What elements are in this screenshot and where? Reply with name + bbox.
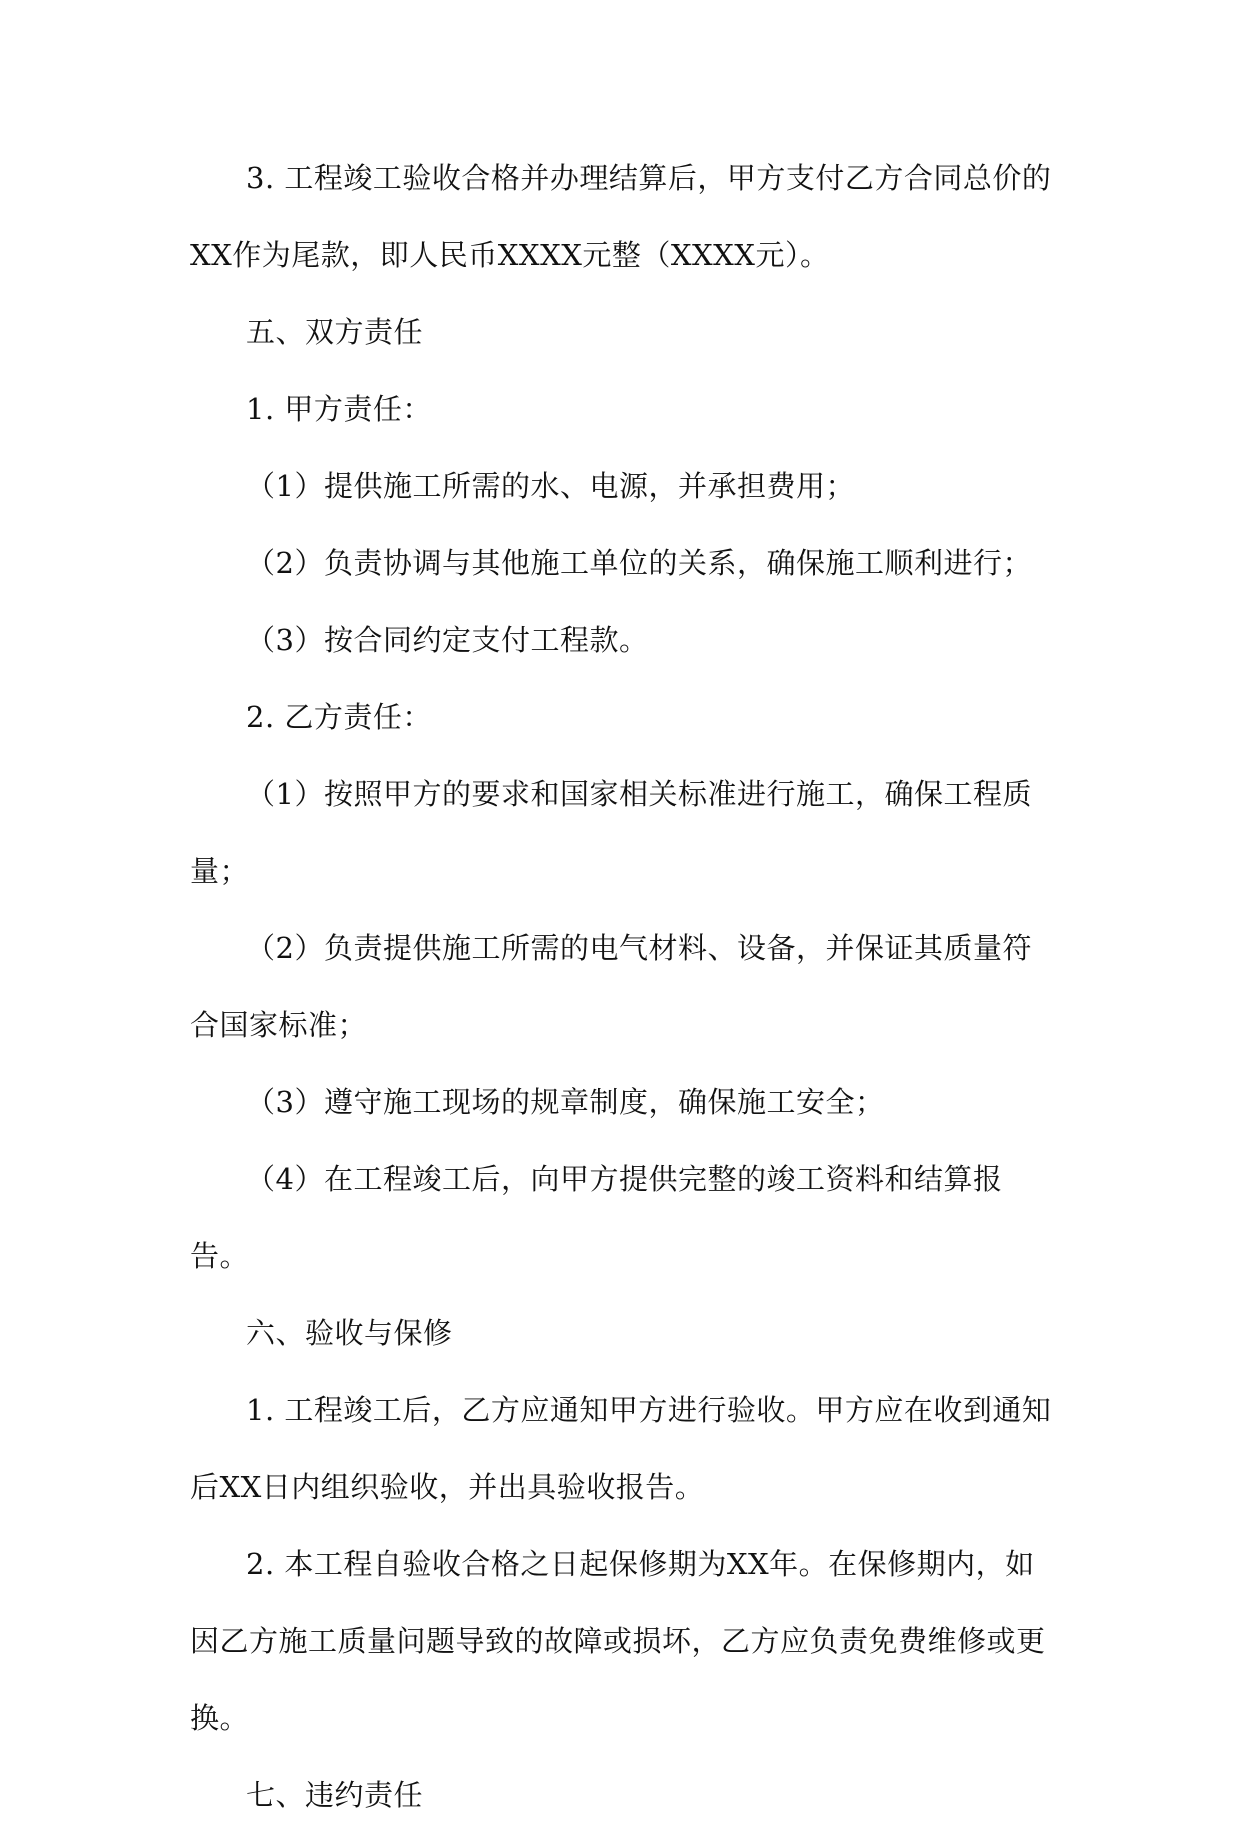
- clause-5-2-heading: 2. 乙方责任：: [246, 700, 432, 734]
- clause-5-1-heading: 1. 甲方责任：: [246, 392, 432, 426]
- clause-6-1: 1. 工程竣工后，乙方应通知甲方进行验收。甲方应在收到通知后XX日内组织验收，并出具验收报告。: [190, 1393, 1052, 1504]
- clause-5-2-item-4: （4）在工程竣工后，向甲方提供完整的竣工资料和结算报告。: [190, 1162, 1003, 1273]
- clause-6-2: 2. 本工程自验收合格之日起保修期为XX年。在保修期内，如因乙方施工质量问题导致的故障或损坏，乙方应负责免费维修或更换。: [190, 1547, 1046, 1735]
- clause-5-2-item-1: （1）按照甲方的要求和国家相关标准进行施工，确保工程质量；: [190, 777, 1032, 888]
- section-7-heading: 七、违约责任: [246, 1778, 424, 1812]
- clause-5-1-item-2: （2）负责协调与其他施工单位的关系，确保施工顺利进行；: [246, 546, 1032, 580]
- clause-5-2-item-2: （2）负责提供施工所需的电气材料、设备，并保证其质量符合国家标准；: [190, 931, 1032, 1042]
- document-body: [190, 140, 1060, 1834]
- clause-5-2-item-3: （3）遵守施工现场的规章制度，确保施工安全；: [246, 1085, 885, 1119]
- clause-4-3-final-payment: 3. 工程竣工验收合格并办理结算后，甲方支付乙方合同总价的XX作为尾款，即人民币XXXX元整（XXXX元）。: [190, 161, 1052, 272]
- section-5-heading: 五、双方责任: [246, 315, 424, 349]
- clause-5-1-item-3: （3）按合同约定支付工程款。: [246, 623, 649, 657]
- clause-5-1-item-1: （1）提供施工所需的水、电源，并承担费用；: [246, 469, 855, 503]
- section-6-heading: 六、验收与保修: [246, 1316, 453, 1350]
